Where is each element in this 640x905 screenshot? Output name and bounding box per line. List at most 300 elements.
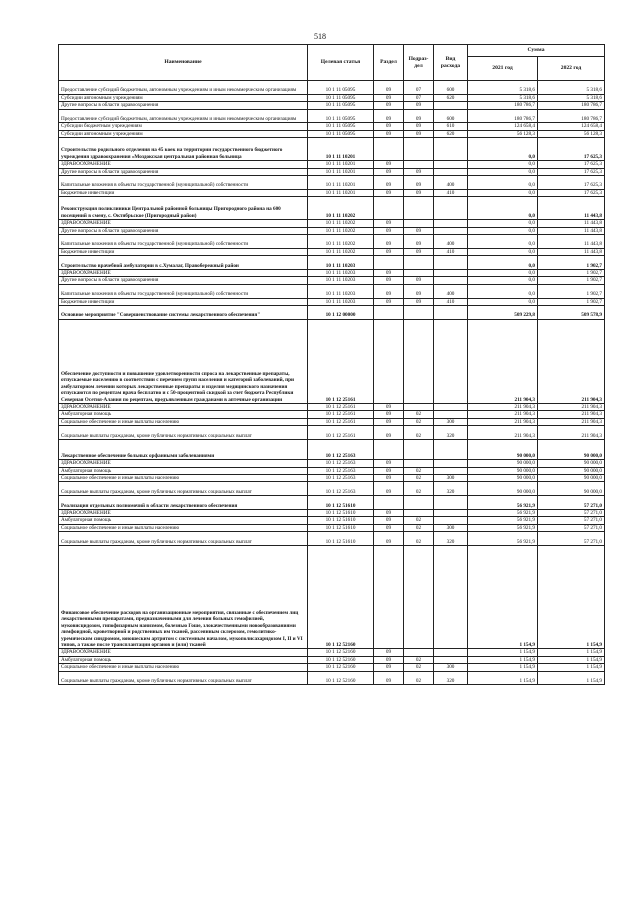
cell-name: ЗДРАВООХРАНЕНИЕ (59, 649, 308, 656)
cell-sum-2021: 1 154,9 (468, 664, 538, 671)
cell-sum-2021: 90 000,0 (468, 460, 538, 467)
header-article: Целевая статья (308, 45, 374, 81)
cell-sum-2021: 211 904,3 (468, 426, 538, 440)
table-body (59, 81, 605, 685)
cell-subsection: 09 (404, 109, 434, 123)
cell-sum-2022: 1 154,9 (538, 546, 605, 649)
cell-article: 10 1 11 10203 (308, 256, 374, 270)
cell-subsection (404, 306, 434, 320)
cell-subsection: 02 (404, 418, 434, 425)
cell-article: 10 1 11 05095 (308, 94, 374, 101)
cell-name: Социальное обеспечение и иные выплаты населению (59, 418, 308, 425)
cell-subsection: 09 (404, 168, 434, 175)
table-row (59, 248, 605, 255)
cell-name: Субсидии бюджетным учреждениям (59, 123, 308, 130)
cell-expense-type: 410 (434, 248, 468, 255)
cell-name: Финансовое обеспечение расходов на организационные мероприятия, связанные с обеспечением лиц лекарственными препаратами, предназначенными для лечения больных гемофилией, муковисцидозом, гипофизарным нанизмом, болезнью Гоше, злокачественными новообразованиями лимфоидной, кроветворной и родственных им тканей, рассеянным склерозом, гемолитико-уремическим синдромом, юношеским артритом с системным началом, мукополисахаридозом I, II и VI типов, а также после трансплантации органов и (или) тканей (59, 546, 308, 649)
cell-article: 10 1 11 10201 (308, 176, 374, 190)
header-sum: Сумма (468, 45, 605, 57)
cell-expense-type: 320 (434, 671, 468, 685)
cell-sum-2022: 1 154,9 (538, 656, 605, 663)
cell-section: 09 (374, 189, 404, 196)
cell-expense-type (434, 319, 468, 403)
cell-subsection: 02 (404, 411, 434, 418)
cell-sum-2022: 1 154,9 (538, 649, 605, 656)
cell-article: 10 1 11 10201 (308, 161, 374, 168)
table-row (59, 517, 605, 524)
cell-subsection (404, 319, 434, 403)
cell-subsection: 09 (404, 235, 434, 249)
cell-article: 10 1 12 25161 (308, 404, 374, 411)
table-header (59, 45, 605, 81)
cell-sum-2022: 211 904,3 (538, 404, 605, 411)
cell-sum-2022: 11 443,8 (538, 197, 605, 220)
cell-section: 09 (374, 482, 404, 496)
cell-article: 10 1 12 52160 (308, 546, 374, 649)
cell-section: 09 (374, 227, 404, 234)
cell-sum-2022: 1 154,9 (538, 671, 605, 685)
cell-subsection: 02 (404, 467, 434, 474)
cell-article: 10 1 12 25161 (308, 418, 374, 425)
cell-article: 10 1 12 52160 (308, 671, 374, 685)
cell-section (374, 496, 404, 510)
cell-article: 10 1 12 51610 (308, 524, 374, 531)
cell-sum-2022: 180 786,7 (538, 109, 605, 123)
cell-sum-2022: 57 271,0 (538, 524, 605, 531)
cell-article: 10 1 12 25163 (308, 460, 374, 467)
cell-expense-type: 400 (434, 176, 468, 190)
cell-sum-2022: 17 625,3 (538, 176, 605, 190)
cell-section: 09 (374, 418, 404, 425)
cell-article: 10 1 12 51610 (308, 517, 374, 524)
cell-sum-2022: 17 625,3 (538, 138, 605, 161)
cell-name: Бюджетные инвестиции (59, 298, 308, 305)
cell-article: 10 1 11 05095 (308, 102, 374, 109)
cell-expense-type: 610 (434, 123, 468, 130)
cell-sum-2022: 509 578,9 (538, 306, 605, 320)
header-year-2022: 2022 год (538, 57, 605, 81)
cell-sum-2021: 211 904,3 (468, 411, 538, 418)
cell-subsection: 09 (404, 189, 434, 196)
table-row (59, 298, 605, 305)
cell-sum-2022: 90 000,0 (538, 475, 605, 482)
cell-expense-type: 320 (434, 426, 468, 440)
cell-sum-2022: 1 154,9 (538, 664, 605, 671)
cell-sum-2021: 211 904,3 (468, 404, 538, 411)
cell-sum-2021: 90 000,0 (468, 475, 538, 482)
cell-subsection (404, 270, 434, 277)
cell-sum-2022: 90 000,0 (538, 460, 605, 467)
cell-expense-type (434, 467, 468, 474)
cell-article: 10 1 11 10203 (308, 270, 374, 277)
table-row (59, 475, 605, 482)
cell-name: Строительство родильного отделения на 45 коек на территории государственного бюджетного учреждения здравоохранения «Моздокская центральная районная больница (59, 138, 308, 161)
cell-sum-2022: 5 318,6 (538, 94, 605, 101)
cell-name: Реализация отдельных полномочий в области лекарственного обеспечения (59, 496, 308, 510)
cell-section: 09 (374, 94, 404, 101)
cell-expense-type (434, 168, 468, 175)
cell-expense-type: 600 (434, 81, 468, 95)
cell-subsection (404, 546, 434, 649)
cell-expense-type (434, 138, 468, 161)
table-row (59, 649, 605, 656)
cell-subsection (404, 256, 434, 270)
cell-sum-2021: 0,0 (468, 138, 538, 161)
table-row (59, 189, 605, 196)
cell-expense-type (434, 496, 468, 510)
cell-article: 10 1 11 10202 (308, 227, 374, 234)
cell-sum-2021: 0,0 (468, 235, 538, 249)
cell-subsection: 09 (404, 248, 434, 255)
cell-expense-type (434, 411, 468, 418)
cell-subsection: 02 (404, 524, 434, 531)
table-row (59, 220, 605, 227)
table-row (59, 197, 605, 220)
cell-name: Субсидии автономным учреждениям (59, 94, 308, 101)
cell-name: Строительство врачебной амбулатории в с.Хумалаг, Правобережный район (59, 256, 308, 270)
cell-name: Субсидии автономным учреждениям (59, 130, 308, 137)
cell-article: 10 1 12 25161 (308, 319, 374, 403)
cell-expense-type (434, 656, 468, 663)
table-row (59, 524, 605, 531)
cell-sum-2021: 0,0 (468, 197, 538, 220)
cell-name: Социальные выплаты гражданам, кроме публичных нормативных социальных выплат (59, 532, 308, 546)
cell-name: ЗДРАВООХРАНЕНИЕ (59, 404, 308, 411)
cell-section: 09 (374, 176, 404, 190)
cell-sum-2021: 56 921,9 (468, 524, 538, 531)
cell-name: Капитальные вложения в объекты государственной (муниципальной) собственности (59, 176, 308, 190)
cell-article: 10 1 12 51610 (308, 496, 374, 510)
cell-sum-2022: 1 902,7 (538, 256, 605, 270)
cell-sum-2022: 1 902,7 (538, 284, 605, 298)
cell-expense-type: 300 (434, 664, 468, 671)
cell-name: Капитальные вложения в объекты государственной (муниципальной) собственности (59, 235, 308, 249)
cell-sum-2021: 0,0 (468, 220, 538, 227)
cell-subsection: 09 (404, 298, 434, 305)
cell-name: Капитальные вложения в объекты государственной (муниципальной) собственности (59, 284, 308, 298)
cell-sum-2021: 509 229,8 (468, 306, 538, 320)
cell-article: 10 1 11 05095 (308, 130, 374, 137)
table-row (59, 176, 605, 190)
cell-expense-type: 320 (434, 532, 468, 546)
cell-subsection (404, 440, 434, 460)
cell-name: Социальное обеспечение и иные выплаты населению (59, 664, 308, 671)
cell-subsection: 02 (404, 532, 434, 546)
page-number: 518 (314, 32, 326, 41)
cell-sum-2021: 0,0 (468, 248, 538, 255)
cell-sum-2021: 1 154,9 (468, 656, 538, 663)
cell-section: 09 (374, 81, 404, 95)
cell-subsection: 02 (404, 664, 434, 671)
cell-sum-2022: 90 000,0 (538, 440, 605, 460)
cell-sum-2022: 57 271,0 (538, 517, 605, 524)
cell-section: 09 (374, 517, 404, 524)
cell-subsection: 09 (404, 130, 434, 137)
cell-name: Социальные выплаты гражданам, кроме публичных нормативных социальных выплат (59, 671, 308, 685)
table-row (59, 532, 605, 546)
cell-section: 09 (374, 235, 404, 249)
table-row (59, 426, 605, 440)
cell-sum-2021: 1 154,9 (468, 546, 538, 649)
table-row (59, 411, 605, 418)
cell-subsection: 09 (404, 277, 434, 284)
cell-subsection: 02 (404, 482, 434, 496)
cell-section: 09 (374, 161, 404, 168)
cell-expense-type (434, 460, 468, 467)
cell-expense-type (434, 440, 468, 460)
cell-sum-2021: 0,0 (468, 161, 538, 168)
cell-section: 09 (374, 649, 404, 656)
cell-expense-type (434, 161, 468, 168)
cell-sum-2022: 11 443,8 (538, 248, 605, 255)
cell-expense-type (434, 510, 468, 517)
cell-article: 10 1 12 52160 (308, 649, 374, 656)
cell-sum-2022: 180 786,7 (538, 102, 605, 109)
cell-expense-type: 410 (434, 189, 468, 196)
cell-name: ЗДРАВООХРАНЕНИЕ (59, 510, 308, 517)
cell-name: Другие вопросы в области здравоохранения (59, 277, 308, 284)
cell-article: 10 1 12 52160 (308, 664, 374, 671)
cell-sum-2021: 56 921,9 (468, 496, 538, 510)
header-section: Раздел (374, 45, 404, 81)
cell-section: 09 (374, 123, 404, 130)
cell-article: 10 1 11 10201 (308, 138, 374, 161)
cell-sum-2021: 0,0 (468, 176, 538, 190)
table-row (59, 440, 605, 460)
cell-article: 10 1 11 10201 (308, 168, 374, 175)
cell-section: 09 (374, 656, 404, 663)
header-subsection: Подраз-дел (404, 45, 434, 81)
cell-expense-type (434, 404, 468, 411)
cell-name: Амбулаторная помощь (59, 411, 308, 418)
cell-section: 09 (374, 284, 404, 298)
cell-sum-2021: 0,0 (468, 277, 538, 284)
cell-sum-2021: 124 658,4 (468, 123, 538, 130)
cell-expense-type (434, 277, 468, 284)
cell-section: 09 (374, 220, 404, 227)
cell-sum-2021: 0,0 (468, 227, 538, 234)
cell-subsection (404, 460, 434, 467)
cell-subsection (404, 496, 434, 510)
header-year-2021: 2021 год (468, 57, 538, 81)
cell-article: 10 1 11 10202 (308, 220, 374, 227)
header-name: Наименование (59, 45, 308, 81)
cell-expense-type (434, 306, 468, 320)
cell-expense-type (434, 220, 468, 227)
cell-sum-2021: 0,0 (468, 168, 538, 175)
cell-subsection (404, 220, 434, 227)
cell-article: 10 1 11 05095 (308, 123, 374, 130)
cell-name: Социальное обеспечение и иные выплаты населению (59, 524, 308, 531)
table-row (59, 123, 605, 130)
cell-sum-2022: 124 658,4 (538, 123, 605, 130)
cell-article: 10 1 11 10202 (308, 197, 374, 220)
cell-expense-type (434, 517, 468, 524)
cell-sum-2022: 90 000,0 (538, 467, 605, 474)
table-row (59, 270, 605, 277)
cell-expense-type: 320 (434, 482, 468, 496)
table-row (59, 656, 605, 663)
table-row (59, 168, 605, 175)
cell-expense-type: 300 (434, 524, 468, 531)
cell-sum-2022: 11 443,8 (538, 220, 605, 227)
cell-sum-2021: 0,0 (468, 270, 538, 277)
cell-subsection: 02 (404, 475, 434, 482)
table-row (59, 109, 605, 123)
cell-sum-2021: 1 154,9 (468, 649, 538, 656)
table-row (59, 404, 605, 411)
cell-name: Другие вопросы в области здравоохранения (59, 227, 308, 234)
cell-expense-type (434, 546, 468, 649)
header-expense-type: Вид расхода (434, 45, 468, 81)
cell-expense-type: 410 (434, 298, 468, 305)
table-row (59, 138, 605, 161)
cell-section: 09 (374, 524, 404, 531)
cell-section: 09 (374, 411, 404, 418)
cell-sum-2022: 1 902,7 (538, 277, 605, 284)
table-row (59, 81, 605, 95)
cell-expense-type: 400 (434, 284, 468, 298)
cell-section: 09 (374, 270, 404, 277)
budget-table (58, 44, 605, 685)
cell-name: Амбулаторная помощь (59, 656, 308, 663)
cell-name: Лекарственное обеспечение больных орфанными заболеваниями (59, 440, 308, 460)
cell-subsection: 09 (404, 284, 434, 298)
cell-article: 10 1 11 05095 (308, 109, 374, 123)
cell-subsection (404, 510, 434, 517)
cell-sum-2022: 1 902,7 (538, 298, 605, 305)
cell-section: 09 (374, 460, 404, 467)
cell-sum-2021: 180 786,7 (468, 109, 538, 123)
cell-section: 09 (374, 277, 404, 284)
table-row (59, 235, 605, 249)
cell-article: 10 1 12 25161 (308, 411, 374, 418)
table-row (59, 546, 605, 649)
cell-section: 09 (374, 475, 404, 482)
cell-sum-2022: 57 271,0 (538, 532, 605, 546)
table-row (59, 418, 605, 425)
cell-section: 09 (374, 248, 404, 255)
cell-section: 09 (374, 298, 404, 305)
cell-name: Реконструкция поликлиники Центральной районной больницы Пригородного района на 600 посещений в смену, с. Октябрьское (Пригородный район) (59, 197, 308, 220)
cell-section: 09 (374, 510, 404, 517)
cell-sum-2021: 5 318,6 (468, 94, 538, 101)
cell-subsection (404, 404, 434, 411)
table-row (59, 460, 605, 467)
cell-article: 10 1 11 05095 (308, 81, 374, 95)
cell-article: 10 1 12 51610 (308, 532, 374, 546)
cell-sum-2021: 90 000,0 (468, 440, 538, 460)
cell-expense-type (434, 102, 468, 109)
cell-sum-2021: 211 904,3 (468, 319, 538, 403)
cell-article: 10 1 11 10203 (308, 277, 374, 284)
cell-section (374, 197, 404, 220)
cell-subsection: 09 (404, 176, 434, 190)
cell-expense-type (434, 649, 468, 656)
cell-section: 09 (374, 404, 404, 411)
cell-subsection: 09 (404, 227, 434, 234)
cell-section (374, 138, 404, 161)
cell-sum-2021: 0,0 (468, 284, 538, 298)
table-row (59, 319, 605, 403)
cell-expense-type: 620 (434, 130, 468, 137)
cell-sum-2021: 56 921,9 (468, 532, 538, 546)
table-row (59, 284, 605, 298)
cell-section: 09 (374, 130, 404, 137)
cell-section: 09 (374, 664, 404, 671)
table-row (59, 482, 605, 496)
cell-name: ЗДРАВООХРАНЕНИЕ (59, 161, 308, 168)
cell-sum-2021: 180 786,7 (468, 102, 538, 109)
cell-article: 10 1 11 10201 (308, 189, 374, 196)
cell-sum-2022: 11 443,8 (538, 235, 605, 249)
cell-sum-2022: 211 904,3 (538, 426, 605, 440)
cell-name: Социальные выплаты гражданам, кроме публичных нормативных социальных выплат (59, 426, 308, 440)
table-row (59, 671, 605, 685)
table-row (59, 94, 605, 101)
cell-section (374, 306, 404, 320)
cell-sum-2021: 90 000,0 (468, 482, 538, 496)
cell-article: 10 1 12 25163 (308, 440, 374, 460)
table-row (59, 130, 605, 137)
cell-subsection: 09 (404, 102, 434, 109)
cell-name: ЗДРАВООХРАНЕНИЕ (59, 460, 308, 467)
cell-sum-2022: 57 271,0 (538, 510, 605, 517)
cell-sum-2021: 90 000,0 (468, 467, 538, 474)
cell-section (374, 319, 404, 403)
cell-sum-2022: 57 271,0 (538, 496, 605, 510)
cell-article: 10 1 12 51610 (308, 510, 374, 517)
cell-sum-2022: 5 318,6 (538, 81, 605, 95)
cell-subsection (404, 161, 434, 168)
cell-subsection: 09 (404, 123, 434, 130)
cell-section: 09 (374, 671, 404, 685)
cell-sum-2022: 211 904,3 (538, 418, 605, 425)
cell-name: Социальные выплаты гражданам, кроме публичных нормативных социальных выплат (59, 482, 308, 496)
cell-section (374, 256, 404, 270)
cell-sum-2021: 0,0 (468, 298, 538, 305)
table-row (59, 256, 605, 270)
table-row (59, 664, 605, 671)
cell-sum-2021: 56 921,9 (468, 517, 538, 524)
table-row (59, 277, 605, 284)
cell-article: 10 1 12 25163 (308, 482, 374, 496)
cell-subsection: 02 (404, 656, 434, 663)
cell-expense-type: 400 (434, 235, 468, 249)
cell-expense-type (434, 256, 468, 270)
cell-expense-type (434, 270, 468, 277)
cell-sum-2022: 90 000,0 (538, 482, 605, 496)
cell-article: 10 1 12 00000 (308, 306, 374, 320)
cell-name: Бюджетные инвестиции (59, 248, 308, 255)
cell-section (374, 440, 404, 460)
cell-name: ЗДРАВООХРАНЕНИЕ (59, 270, 308, 277)
cell-expense-type (434, 197, 468, 220)
cell-subsection: 07 (404, 81, 434, 95)
cell-sum-2021: 56 921,9 (468, 510, 538, 517)
cell-name: Основное мероприятие "Совершенствование системы лекарственного обеспечения" (59, 306, 308, 320)
cell-sum-2022: 11 443,8 (538, 227, 605, 234)
cell-article: 10 1 12 25161 (308, 426, 374, 440)
cell-sum-2022: 211 904,3 (538, 319, 605, 403)
cell-expense-type: 620 (434, 94, 468, 101)
cell-sum-2022: 17 625,3 (538, 161, 605, 168)
cell-section: 09 (374, 102, 404, 109)
cell-section (374, 546, 404, 649)
cell-sum-2021: 56 128,3 (468, 130, 538, 137)
cell-section: 09 (374, 426, 404, 440)
cell-name: Предоставление субсидий бюджетным, автономным учреждениям и иным некоммерческим организациям (59, 109, 308, 123)
